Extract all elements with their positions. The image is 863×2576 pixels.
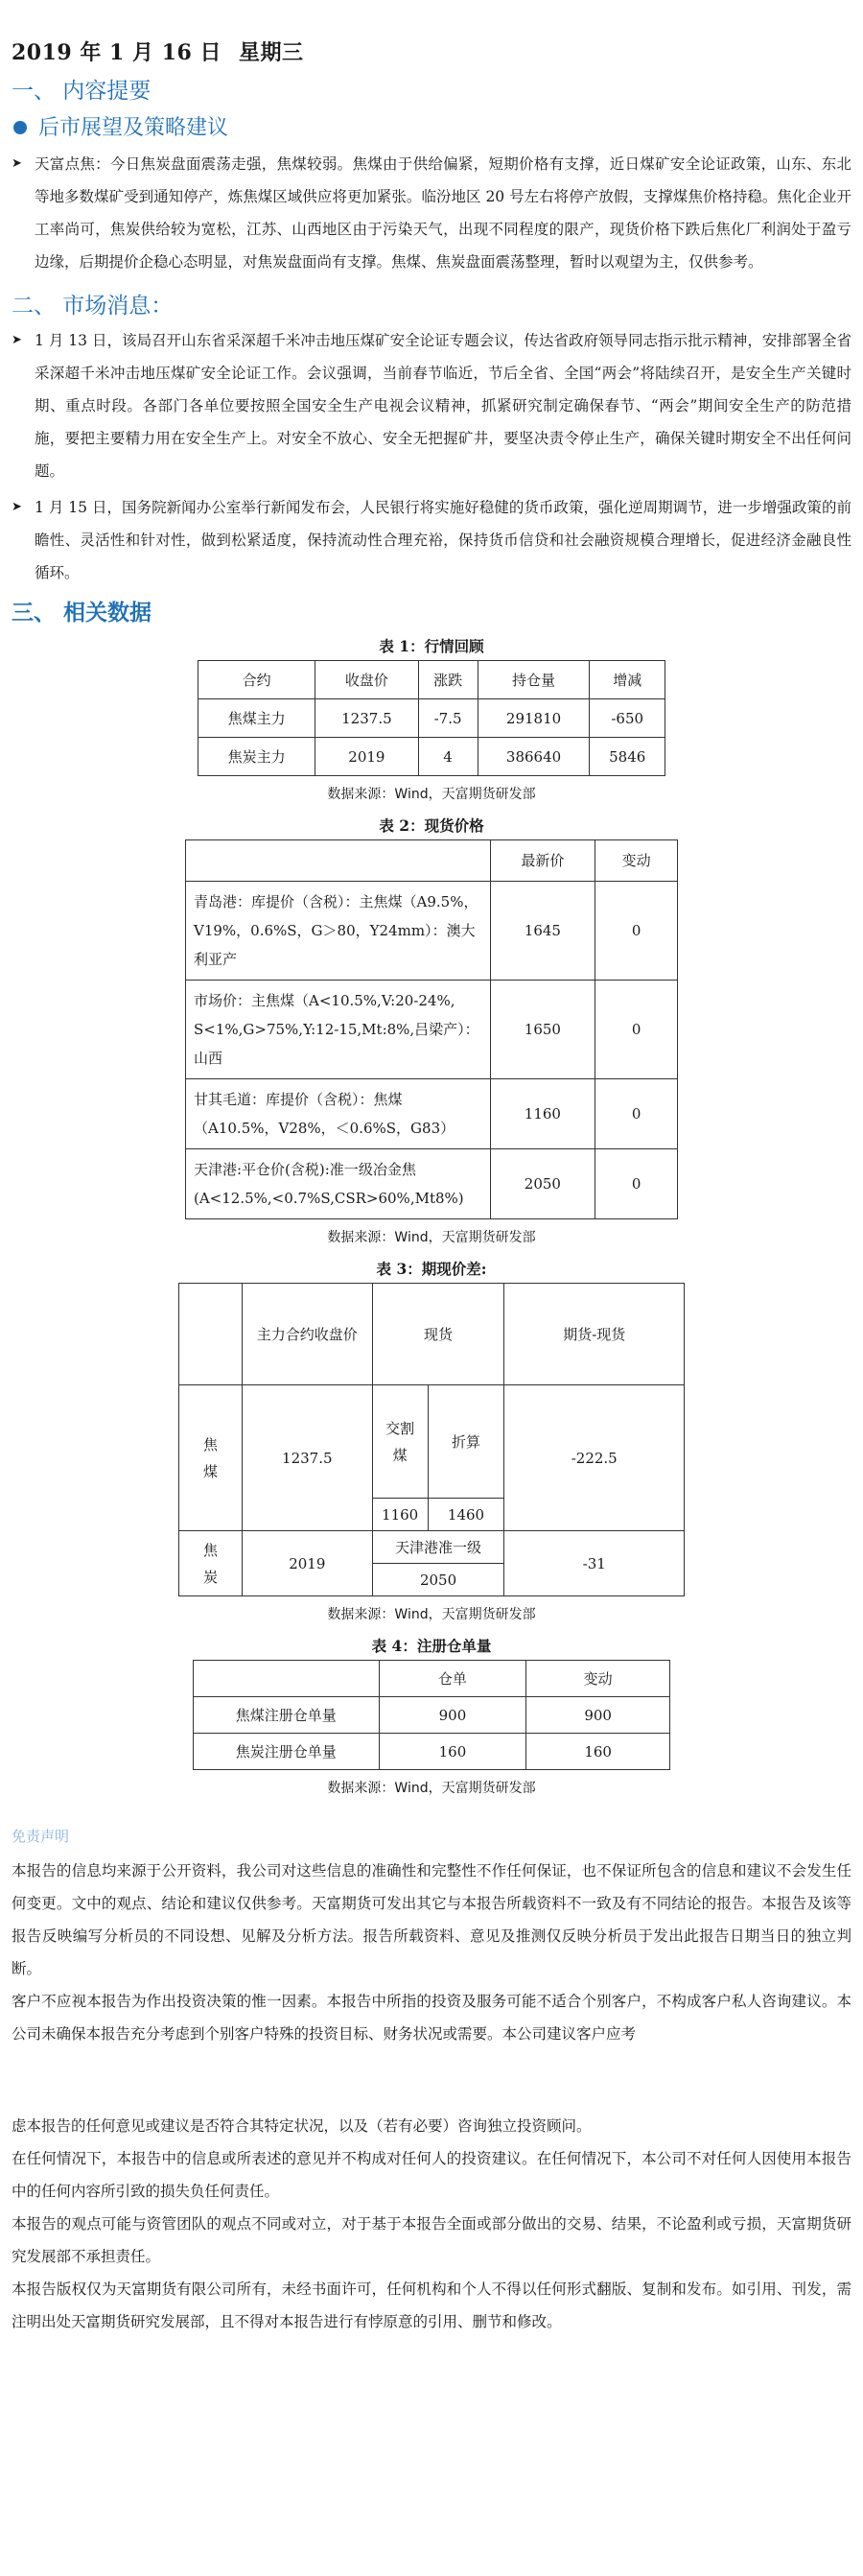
table-cell: 4 bbox=[418, 738, 478, 776]
disclaimer-title: 免责声明 bbox=[12, 1828, 70, 1845]
table-header-cell: 涨跌 bbox=[418, 661, 478, 699]
warehouse-receipt-table bbox=[193, 1660, 670, 1770]
table-header-row bbox=[186, 840, 678, 882]
weekday-text: 星期三 bbox=[238, 40, 304, 65]
table-header-row bbox=[179, 1284, 685, 1385]
disclaimer-paragraph: 本报告的信息均来源于公开资料，我公司对这些信息的准确性和完整性不作任何保证，也不保证所包含的信息和建议不会发生任何变更。文中的观点、结论和建议仅供参考。天富期货可发出其它与本报告所载资料不一致及有不同结论的报告。本报告及该等报告反映编写分析员的不同设想、见解及分析方法。报告所载资料、意见及推测仅反映分析员于发出此报告日期当日的独立判断。 bbox=[12, 1862, 851, 1977]
arrow-bullet-icon: ➤ bbox=[12, 333, 22, 347]
outlook-text: 天富点焦：今日焦炭盘面震荡走强，焦煤较弱。焦煤由于供给偏紧，短期价格有支撑，近日煤矿安全论证政策，山东、东北等地多数煤矿受到通知停产，炼焦煤区域供应将更加紧张。临汾地区 20 号左右将停产放假，支撑煤焦价格持稳。焦化企业开工率尚可，焦炭供给较为宽松，江苏、山西地区由于污染天气，出现不同程度的限产，现货价格下跌后焦化厂利润处于盈亏边缘，后期提价企稳心态明显，对焦炭盘面尚有支撑。焦煤、焦炭盘面震荡整理，暂时以观望为主，仅供参考。 bbox=[35, 155, 851, 271]
disclaimer-paragraph: 在任何情况下，本报告中的信息或所表述的意见并不构成对任何人的投资建议。在任何情况下，本公司不对任何人因使用本报告中的任何内容所引致的损失负任何责任。 bbox=[12, 2150, 851, 2200]
table-cell: 2019 bbox=[242, 1531, 372, 1596]
table2-title: 表 2：现货价格 bbox=[379, 816, 484, 835]
table-cell: 1645 bbox=[490, 882, 595, 981]
table-cell: 291810 bbox=[478, 699, 590, 738]
disclaimer-paragraph: 虑本报告的任何意见或建议是否符合其特定状况，以及（若有必要）咨询独立投资顾问。 bbox=[12, 2117, 592, 2135]
table-cell: 0 bbox=[595, 882, 678, 981]
table-cell: 5846 bbox=[590, 738, 665, 776]
table-cell: -222.5 bbox=[504, 1385, 685, 1531]
table-row bbox=[186, 981, 678, 1079]
outlook-heading bbox=[12, 111, 851, 144]
table-cell: 焦煤主力 bbox=[198, 699, 315, 738]
table-cell: 2050 bbox=[490, 1149, 595, 1219]
basis-table bbox=[178, 1283, 685, 1596]
table-row bbox=[186, 1079, 678, 1149]
market-news-title: 二、 市场消息： bbox=[12, 294, 174, 319]
report-date bbox=[12, 36, 851, 67]
disclaimer-paragraph: 本报告的观点可能与资管团队的观点不同或对立，对于基于本报告全面或部分做出的交易、结果，不论盈利或亏损，天富期货研究发展部不承担责任。 bbox=[12, 2215, 851, 2265]
table-header-cell: 变动 bbox=[595, 840, 678, 882]
table4-source: 数据来源：Wind，天富期货研发部 bbox=[327, 1781, 536, 1796]
table-cell: 焦炭主力 bbox=[198, 738, 315, 776]
table-cell: 交割煤 bbox=[372, 1385, 428, 1499]
table-cell: 天津港:平仓价(含税):准一级冶金焦(A<12.5%,<0.7%S,CSR>60%,Mt8%) bbox=[186, 1149, 491, 1219]
table-row bbox=[179, 1385, 685, 1499]
table-cell: 2019 bbox=[315, 738, 418, 776]
table-header-row bbox=[194, 1661, 670, 1697]
table-cell: 386640 bbox=[478, 738, 590, 776]
table2-source: 数据来源：Wind，天富期货研发部 bbox=[327, 1230, 536, 1245]
outlook-title: 后市展望及策略建议 bbox=[38, 116, 229, 140]
table-row bbox=[198, 699, 665, 738]
table-header-cell bbox=[179, 1284, 243, 1385]
page-break-gap bbox=[12, 2050, 851, 2110]
table-cell: 焦煤 bbox=[179, 1385, 243, 1531]
table-cell: 青岛港：库提价（含税）：主焦煤（A9.5%，V19%，0.6%S，G＞80，Y24mm）：澳大利亚产 bbox=[186, 882, 491, 981]
table-row bbox=[194, 1697, 670, 1734]
table-cell: 0 bbox=[595, 981, 678, 1079]
table-row bbox=[194, 1734, 670, 1770]
table-cell: 0 bbox=[595, 1149, 678, 1219]
table-header-row bbox=[198, 661, 665, 699]
market-news-item bbox=[12, 491, 851, 589]
table-row bbox=[186, 882, 678, 981]
table-cell: 900 bbox=[379, 1697, 526, 1734]
bullet-dot-icon bbox=[13, 121, 27, 134]
table-header-cell: 最新价 bbox=[490, 840, 595, 882]
disclaimer-paragraph: 客户不应视本报告为作出投资决策的惟一因素。本报告中所指的投资及服务可能不适合个别客户，不构成客户私人咨询建议。本公司未确保本报告充分考虑到个别客户特殊的投资目标、财务状况或需要。本公司建议客户应考 bbox=[12, 1993, 851, 2043]
table-cell: 市场价：主焦煤（A<10.5%,V:20-24%, S<1%,G>75%,Y:12-15,Mt:8%,吕梁产）：山西 bbox=[186, 981, 491, 1079]
table-cell: 160 bbox=[526, 1734, 670, 1770]
market-review-table bbox=[198, 660, 665, 776]
table-cell: 160 bbox=[379, 1734, 526, 1770]
table-header-cell bbox=[186, 840, 491, 882]
disclaimer-paragraph: 本报告版权仅为天富期货有限公司所有，未经书面许可，任何机构和个人不得以任何形式翻版、复制和发布。如引用、刊发，需注明出处天富期货研究发展部，且不得对本报告进行有悖原意的引用、删节和修改。 bbox=[12, 2281, 851, 2330]
date-text: 2019 年 1 月 16 日 bbox=[12, 40, 222, 65]
table3-title: 表 3：期现价差: bbox=[376, 1260, 487, 1278]
table-cell: -650 bbox=[590, 699, 665, 738]
table-cell: 1237.5 bbox=[315, 699, 418, 738]
table-cell: 折算 bbox=[428, 1385, 504, 1499]
table-header-cell: 仓单 bbox=[379, 1661, 526, 1697]
table-header-cell: 合约 bbox=[198, 661, 315, 699]
table1-source: 数据来源：Wind，天富期货研发部 bbox=[327, 787, 536, 802]
table-cell: 甘其毛道：库提价（含税）：焦煤（A10.5%，V28%，＜0.6%S，G83） bbox=[186, 1079, 491, 1149]
table-header-cell: 期货-现货 bbox=[504, 1284, 685, 1385]
content-summary-title: 一、 内容提要 bbox=[12, 79, 152, 104]
table-cell: 900 bbox=[526, 1697, 670, 1734]
table-row bbox=[179, 1531, 685, 1564]
table-cell: 1237.5 bbox=[242, 1385, 372, 1531]
table-cell: 1160 bbox=[490, 1079, 595, 1149]
table-cell: 2050 bbox=[372, 1564, 504, 1596]
table-row bbox=[198, 738, 665, 776]
outlook-paragraph bbox=[12, 148, 851, 278]
table-cell: 焦煤注册仓单量 bbox=[194, 1697, 380, 1734]
market-news-text: 1 月 13 日，该局召开山东省采深超千米冲击地压煤矿安全论证专题会议，传达省政府领导同志指示批示精神，安排部署全省采深超千米冲击地压煤矿安全论证工作。会议强调，当前春节临近，节后全省、全国“两会”将陆续召开，是安全生产关键时期、重点时段。各部门各单位要按照全国安全生产电视会议精神，抓紧研究制定确保春节、“两会”期间安全生产的防范措施，要把主要精力用在安全生产上。对安全不放心、安全无把握矿井，要坚决责令停止生产，确保关键时期安全不出任何问题。 bbox=[35, 332, 851, 480]
table3-source: 数据来源：Wind，天富期货研发部 bbox=[327, 1607, 536, 1622]
table-row bbox=[186, 1149, 678, 1219]
table4-title: 表 4：注册仓单量 bbox=[371, 1637, 492, 1655]
table-cell: 焦炭注册仓单量 bbox=[194, 1734, 380, 1770]
related-data-title: 三、 相关数据 bbox=[12, 601, 152, 626]
spot-price-table bbox=[185, 839, 678, 1219]
table-cell: 天津港准一级 bbox=[372, 1531, 504, 1564]
table-header-cell: 增减 bbox=[590, 661, 665, 699]
table-cell: -7.5 bbox=[418, 699, 478, 738]
report-page bbox=[0, 36, 863, 2338]
arrow-bullet-icon: ➤ bbox=[12, 156, 22, 171]
table-header-cell: 现货 bbox=[372, 1284, 504, 1385]
table-header-cell bbox=[194, 1661, 380, 1697]
market-news-item bbox=[12, 324, 851, 487]
table-cell: 1650 bbox=[490, 981, 595, 1079]
arrow-bullet-icon: ➤ bbox=[12, 500, 22, 514]
table1-title: 表 1：行情回顾 bbox=[379, 637, 484, 655]
table-header-cell: 主力合约收盘价 bbox=[242, 1284, 372, 1385]
table-header-cell: 变动 bbox=[526, 1661, 670, 1697]
market-news-text: 1 月 15 日，国务院新闻办公室举行新闻发布会，人民银行将实施好稳健的货币政策，强化逆周期调节，进一步增强政策的前瞻性、灵活性和针对性，做到松紧适度，保持流动性合理充裕，保持货币信贷和社会融资规模合理增长，促进经济金融良性循环。 bbox=[35, 499, 851, 581]
table-cell: 0 bbox=[595, 1079, 678, 1149]
table-cell: 焦炭 bbox=[179, 1531, 243, 1596]
table-cell: -31 bbox=[504, 1531, 685, 1596]
table-cell: 1160 bbox=[372, 1499, 428, 1531]
table-cell: 1460 bbox=[428, 1499, 504, 1531]
table-header-cell: 持仓量 bbox=[478, 661, 590, 699]
table-header-cell: 收盘价 bbox=[315, 661, 418, 699]
